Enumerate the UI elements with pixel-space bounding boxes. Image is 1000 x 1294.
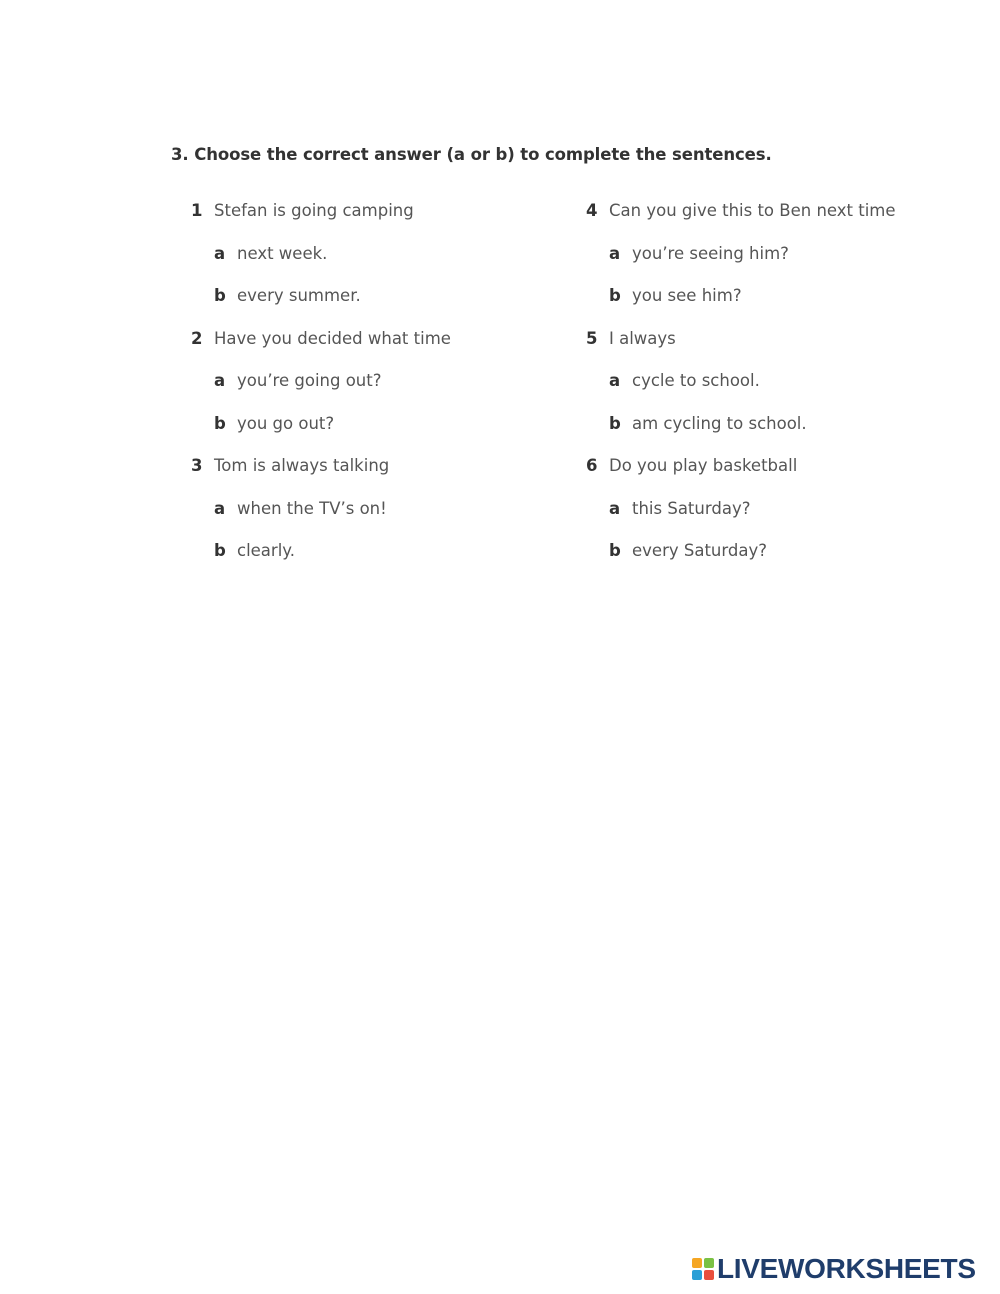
option-letter: a bbox=[609, 243, 621, 263]
questions-left-column bbox=[191, 200, 451, 583]
option-letter: b bbox=[609, 413, 621, 433]
question-5 bbox=[586, 328, 896, 350]
question-5-option-b[interactable] bbox=[586, 413, 896, 435]
option-text: this Saturday? bbox=[632, 498, 751, 518]
question-5-option-a[interactable] bbox=[586, 370, 896, 392]
option-letter: b bbox=[214, 541, 226, 560]
question-2-option-a[interactable] bbox=[191, 370, 451, 392]
question-6-option-a[interactable] bbox=[586, 498, 896, 520]
option-letter: a bbox=[609, 371, 621, 390]
option-letter: a bbox=[609, 498, 621, 518]
option-text: when the TV’s on! bbox=[237, 498, 387, 518]
question-1-option-a[interactable] bbox=[191, 243, 451, 265]
logo-cell-2 bbox=[704, 1258, 714, 1268]
question-text: Have you decided what time bbox=[214, 328, 451, 348]
question-text: I always bbox=[609, 328, 676, 348]
logo-grid-icon bbox=[692, 1258, 714, 1280]
logo-cell-3 bbox=[692, 1270, 702, 1280]
option-letter: a bbox=[214, 498, 226, 518]
question-1-option-b[interactable] bbox=[191, 285, 451, 307]
option-letter: a bbox=[214, 243, 226, 263]
question-number: 2 bbox=[191, 328, 203, 348]
logo-cell-1 bbox=[692, 1258, 702, 1268]
questions-right-column bbox=[586, 200, 896, 583]
question-number: 4 bbox=[586, 201, 598, 220]
option-text: clearly. bbox=[237, 541, 295, 560]
option-letter: b bbox=[214, 286, 226, 305]
logo-cell-4 bbox=[704, 1270, 714, 1280]
question-number: 5 bbox=[586, 328, 598, 348]
option-text: you’re going out? bbox=[237, 371, 382, 390]
option-text: cycle to school. bbox=[632, 371, 760, 390]
option-text: next week. bbox=[237, 243, 328, 263]
question-text: Can you give this to Ben next time bbox=[609, 201, 896, 220]
question-3-option-b[interactable] bbox=[191, 540, 451, 562]
question-4-option-b[interactable] bbox=[586, 285, 896, 307]
question-2 bbox=[191, 328, 451, 350]
question-text: Tom is always talking bbox=[214, 456, 390, 475]
option-text: every summer. bbox=[237, 286, 361, 305]
question-1 bbox=[191, 200, 451, 222]
question-2-option-b[interactable] bbox=[191, 413, 451, 435]
liveworksheets-logo bbox=[692, 1254, 976, 1284]
question-number: 6 bbox=[586, 456, 598, 475]
question-3-option-a[interactable] bbox=[191, 498, 451, 520]
question-4-option-a[interactable] bbox=[586, 243, 896, 265]
question-number: 3 bbox=[191, 456, 203, 475]
question-6-option-b[interactable] bbox=[586, 540, 896, 562]
question-3 bbox=[191, 455, 451, 477]
question-text: Do you play basketball bbox=[609, 456, 798, 475]
option-letter: a bbox=[214, 371, 226, 390]
option-letter: b bbox=[214, 413, 226, 433]
option-text: you go out? bbox=[237, 413, 335, 433]
option-text: you see him? bbox=[632, 286, 742, 305]
logo-text: LIVEWORKSHEETS bbox=[717, 1253, 976, 1284]
question-6 bbox=[586, 455, 896, 477]
question-4 bbox=[586, 200, 896, 222]
exercise-instruction: 3. Choose the correct answer (a or b) to complete the sentences. bbox=[171, 145, 772, 164]
option-text: you’re seeing him? bbox=[632, 243, 789, 263]
question-text: Stefan is going camping bbox=[214, 201, 414, 220]
option-letter: b bbox=[609, 286, 621, 305]
option-text: every Saturday? bbox=[632, 541, 767, 560]
option-letter: b bbox=[609, 541, 621, 560]
option-text: am cycling to school. bbox=[632, 413, 807, 433]
question-number: 1 bbox=[191, 201, 203, 220]
